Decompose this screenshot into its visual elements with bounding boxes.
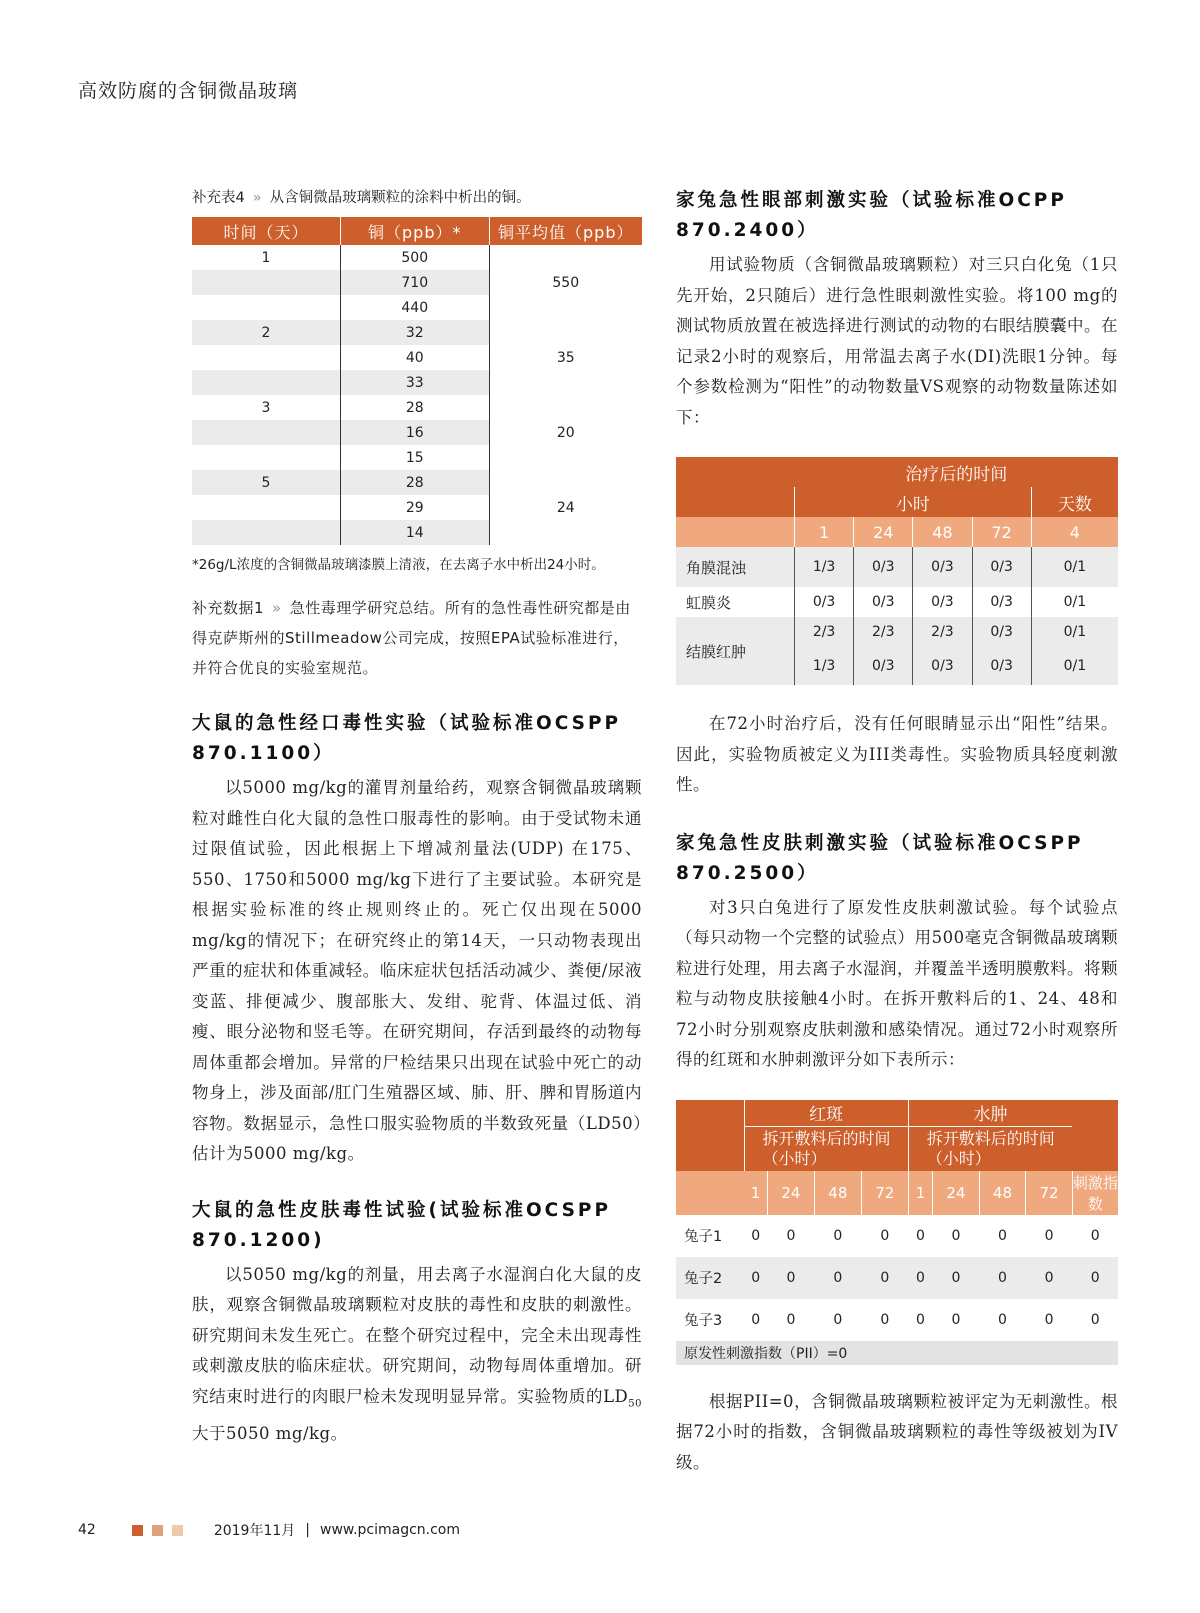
dermal-text-1: 以5050 mg/kg的剂量，用去离子水湿润白化大鼠的皮肤，观察含铜微晶玻璃颗粒对皮肤的毒性和皮肤的刺激性。研究期间未发生死亡。在整个研究过程中，完全未出现毒性或刺激皮肤的临床症状。研究期间，动物每周体重增加。研究结束时进行的肉眼尸检未发现明显异常。实验物质的LD — [192, 1264, 642, 1406]
hour-label: 1 — [744, 1171, 767, 1215]
page-footer — [78, 1520, 460, 1540]
edema-subheader: 拆开敷料后的时间（小时） — [908, 1126, 1072, 1171]
table4-caption — [192, 186, 642, 207]
table-row: 兔子2 0 0 0 0 0 0 0 0 0 — [676, 1257, 1118, 1299]
table-row: 兔子3 0 0 0 0 0 0 0 0 0 — [676, 1299, 1118, 1341]
hour-label: 48 — [979, 1171, 1026, 1215]
copper-cell: 28 — [341, 395, 490, 420]
eye-tp: 48 — [913, 517, 972, 547]
supp-arrow: » — [272, 599, 282, 617]
copper-cell: 500 — [341, 245, 490, 270]
dermal-heading: 大鼠的急性皮肤毒性试验(试验标准OCSPP 870.1200) — [192, 1199, 612, 1251]
left-column — [192, 186, 642, 1450]
table-row — [192, 245, 642, 270]
copper-cell: 440 — [341, 295, 490, 320]
skin-heading: 家兔急性皮肤刺激实验（试验标准OCSPP 870.2500） — [676, 832, 1084, 884]
issue-date: 2019年11月 — [213, 1523, 296, 1539]
eye-paragraph: 用试验物质（含铜微晶玻璃颗粒）对三只白化兔（1只先开始，2只随后）进行急性眼刺激性实验。将100 mg的测试物质放置在被选择进行测试的动物的右眼结膜囊中。在记录2小时的观察后，用常温去离子水(DI)洗眼1分钟。每个参数检测为“阳性”的动物数量VS观察的动物数量陈述如下： — [676, 255, 1118, 427]
time-cell: 5 — [192, 470, 341, 495]
table-row — [192, 320, 642, 345]
right-column — [676, 186, 1118, 1478]
eye-tp: 4 — [1031, 517, 1118, 547]
dermal-paragraph — [192, 1260, 642, 1450]
table4-caption-text: 从含铜微晶玻璃颗粒的涂料中析出的铜。 — [269, 190, 531, 206]
avg-cell: 550 — [489, 245, 642, 320]
eye-irritation-table — [676, 457, 1118, 685]
index-header: 刺激指数 — [1072, 1171, 1118, 1215]
copper-cell: 16 — [341, 420, 490, 445]
running-title: 高效防腐的含铜微晶玻璃 — [78, 80, 299, 102]
erythema-subheader: 拆开敷料后的时间（小时） — [744, 1126, 908, 1171]
hour-label: 1 — [908, 1171, 932, 1215]
supp-data-1 — [192, 593, 642, 683]
supp-label: 补充数据1 — [192, 599, 265, 617]
row-label: 兔子1 — [684, 1229, 723, 1245]
table4-caption-label: 补充表4 — [192, 190, 245, 206]
supp-text: 急性毒理学研究总结。所有的急性毒性研究都是由得克萨斯州的Stillmeadow公司完成，按照EPA试验标准进行，并符合优良的实验室规范。 — [192, 599, 631, 677]
hour-label: 72 — [861, 1171, 908, 1215]
table-row — [192, 395, 642, 420]
website-url: www.pcimagcn.com — [320, 1522, 461, 1538]
eye-tp: 24 — [854, 517, 913, 547]
avg-cell: 20 — [489, 395, 642, 470]
footer-separator: | — [305, 1522, 310, 1538]
eye-tp: 72 — [972, 517, 1031, 547]
dermal-text-2: 大于5050 mg/kg。 — [192, 1424, 348, 1444]
row-label: 结膜红肿 — [676, 617, 795, 685]
avg-cell: 24 — [489, 470, 642, 545]
row-label: 角膜混浊 — [676, 547, 795, 587]
time-cell: 3 — [261, 399, 271, 416]
hour-label: 72 — [1026, 1171, 1073, 1215]
pii-note: 原发性刺激指数（PII）=0 — [676, 1341, 1118, 1365]
footer-square-2 — [152, 1525, 163, 1536]
table-row: 虹膜炎 0/3 0/3 0/3 0/3 0/1 — [676, 587, 1118, 617]
eye-heading: 家兔急性眼部刺激实验（试验标准OCPP 870.2400） — [676, 190, 1067, 241]
eye-conclusion: 在72小时治疗后，没有任何眼睛显示出“阳性”结果。因此，实验物质被定义为III类毒性。实验物质具轻度刺激性。 — [676, 714, 1118, 794]
copper-cell: 28 — [341, 470, 490, 495]
ld50-subscript: 50 — [628, 1397, 642, 1409]
hour-label: 48 — [814, 1171, 861, 1215]
oral-paragraph: 以5000 mg/kg的灌胃剂量给药，观察含铜微晶玻璃颗粒对雌性白化大鼠的急性口服毒性的影响。由于受试物未通过限值试验，因此根据上下增减剂量法(UDP) 在175、550、1750和5000 mg/kg下进行了主要试验。本研究是根据实验标准的终止规则终止的。死亡仅出现在5000 mg/kg的情况下；在研究终止的第14天，一只动物表现出严重的症状和体重减轻。临床症状包括活动减少、粪便/尿液变蓝、排便减少、腹部胀大、发绀、驼背、体温过低、消瘦、眼分泌物和竖毛等。在研究期间，存活到最终的动物每周体重都会增加。异常的尸检结果只出现在试验中死亡的动物身上，涉及面部/肛门生殖器区域、肺、肝、脾和胃肠道内容物。数据显示，急性口服实验物质的半数致死量（LD50）估计为5000 mg/kg。 — [192, 778, 642, 1163]
copper-cell: 710 — [341, 270, 490, 295]
col-header-copper: 铜（ppb）* — [341, 217, 490, 245]
eye-days-label: 天数 — [1031, 487, 1118, 517]
skin-conclusion: 根据PII=0，含铜微晶玻璃颗粒被评定为无刺激性。根据72小时的指数，含铜微晶玻璃颗粒的毒性等级被划为IV级。 — [676, 1391, 1118, 1472]
copper-cell: 33 — [341, 370, 490, 395]
pii-row — [676, 1341, 1118, 1365]
page-number: 42 — [78, 1522, 96, 1538]
copper-cell: 15 — [341, 445, 490, 470]
hour-label: 24 — [767, 1171, 814, 1215]
copper-cell: 29 — [341, 495, 490, 520]
col-header-time: 时间（天） — [192, 217, 341, 245]
erythema-header: 红斑 — [744, 1100, 908, 1127]
time-cell: 1 — [261, 249, 271, 266]
caption-arrow: » — [252, 190, 262, 206]
eye-table-title: 治疗后的时间 — [795, 457, 1119, 487]
oral-heading: 大鼠的急性经口毒性实验（试验标准OCSPP 870.1100） — [192, 713, 622, 764]
skin-paragraph: 对3只白兔进行了原发性皮肤刺激试验。每个试验点（每只动物一个完整的试验点）用500毫克含铜微晶玻璃颗粒进行处理，用去离子水湿润，并覆盖半透明膜敷料。将颗粒与动物皮肤接触4小时。在拆开敷料后的1、24、48和72小时分别观察皮肤刺激和感染情况。通过72小时观察所得的红斑和水肿刺激评分如下表所示： — [676, 897, 1118, 1069]
copper-cell: 40 — [341, 345, 490, 370]
copper-cell: 14 — [341, 520, 490, 545]
copper-cell: 32 — [341, 320, 490, 345]
footer-square-3 — [172, 1525, 183, 1536]
table-row — [192, 470, 642, 495]
row-label: 兔子2 — [676, 1257, 744, 1299]
copper-leach-table — [192, 217, 642, 545]
table-row: 角膜混浊 1/3 0/3 0/3 0/3 0/1 — [676, 547, 1118, 587]
table-row: 1/3 0/3 0/3 0/3 0/1 — [676, 647, 1118, 685]
hour-label: 24 — [933, 1171, 980, 1215]
skin-irritation-table — [676, 1100, 1118, 1365]
eye-hours-label: 小时 — [795, 487, 1032, 517]
edema-header: 水肿 — [908, 1100, 1072, 1127]
table-row: 结膜红肿 2/3 2/3 2/3 0/3 0/1 — [676, 617, 1118, 647]
time-cell: 2 — [192, 320, 341, 345]
row-label: 虹膜炎 — [676, 587, 795, 617]
eye-tp: 1 — [795, 517, 854, 547]
row-label: 兔子3 — [684, 1313, 723, 1329]
avg-cell: 35 — [489, 320, 642, 395]
footer-square-1 — [132, 1525, 143, 1536]
table-row: 兔子1 0 0 0 0 0 0 0 0 0 — [676, 1215, 1118, 1257]
col-header-avg: 铜平均值（ppb） — [489, 217, 642, 245]
table4-footnote: *26g/L浓度的含铜微晶玻璃漆膜上清液，在去离子水中析出24小时。 — [192, 557, 605, 573]
